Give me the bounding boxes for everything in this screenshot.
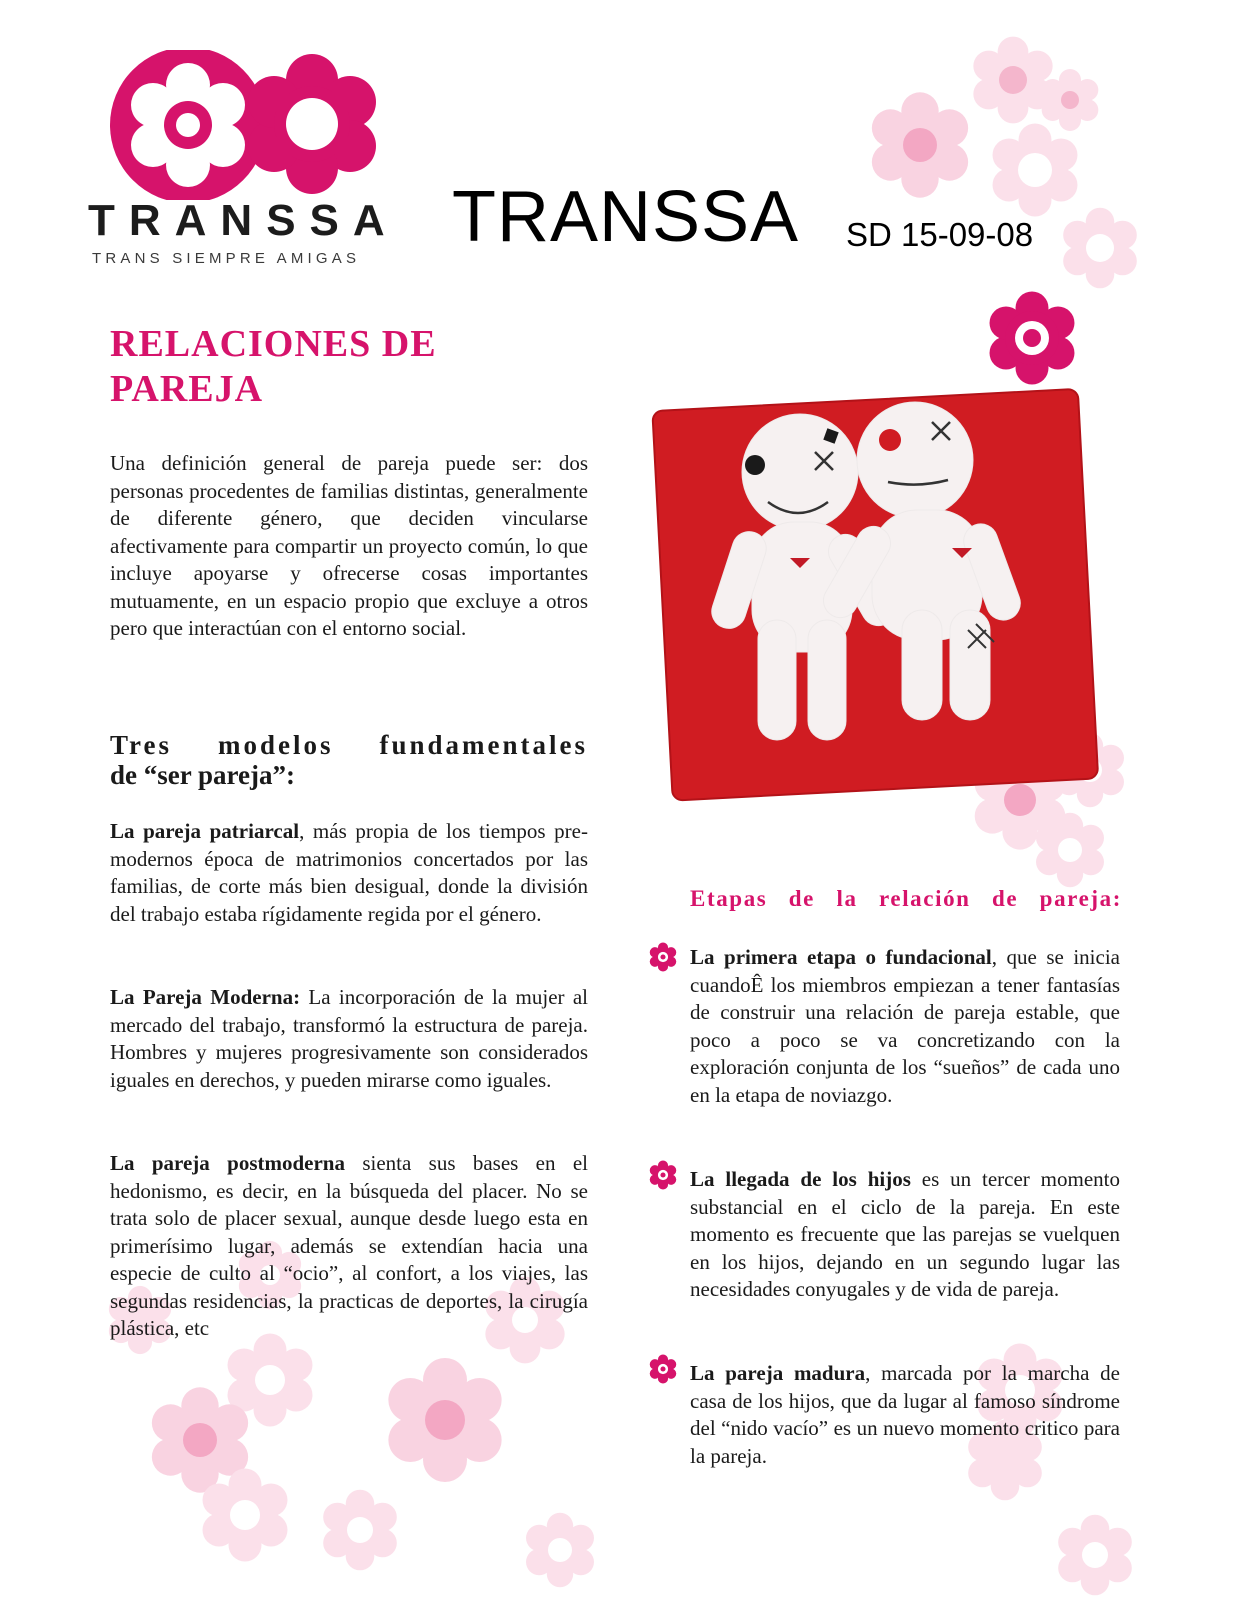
logo-tagline: TRANS SIEMPRE AMIGAS bbox=[92, 250, 361, 267]
stage-item-fundacional bbox=[690, 944, 1120, 1109]
models-heading bbox=[110, 730, 588, 790]
document-reference: SD 15-09-08 bbox=[846, 216, 1034, 253]
model-text: La incorporación de la mujer al mercado del trabajo, transformó la estructura de pareja. Hombres y mujeres progresivamente son considerados iguales en derechos, y pueden mirarse como iguales. bbox=[110, 985, 589, 1092]
model-paragraph-patriarcal bbox=[110, 818, 588, 928]
flower-bullet-icon bbox=[646, 1352, 680, 1386]
flower-bullet-icon bbox=[646, 940, 680, 974]
model-lead: La pareja postmoderna bbox=[110, 1151, 345, 1175]
model-paragraph-moderna bbox=[110, 984, 588, 1094]
stage-text: , que se inicia cuandoÊ los miembros empiezan a tener fantasías de construir una relación de pareja estable, que poco a poco se va concretizando con la exploración conjunta de los “sueños” de cada uno en la etapa de noviazgo. bbox=[690, 945, 1120, 1107]
logo-wordmark: TRANSSA bbox=[88, 196, 399, 245]
header-brand: TRANSSA bbox=[452, 177, 800, 257]
model-paragraph-postmoderna bbox=[110, 1150, 588, 1343]
model-lead: La pareja patriarcal bbox=[110, 819, 300, 843]
stage-text: es un tercer momento substancial en el ciclo de la pareja. En este momento es frecuente que las parejas se vuelquen en los hijos, dejando en un segundo lugar las necesidades conyugales y de vida de pareja. bbox=[690, 1167, 1120, 1301]
models-heading-line2: de “ser pareja”: bbox=[110, 760, 295, 790]
model-lead: La Pareja Moderna: bbox=[110, 985, 301, 1009]
model-text: sienta sus bases en el hedonismo, es decir, en la búsqueda del placer. No se trata solo de placer sexual, aunque desde luego esta en primerísimo lugar, además se extendían hacia una especie de culto al “ocio”, al confort, a los viajes, las segundas residencias, la practicas de deportes, la cirugía plástica, etc bbox=[110, 1151, 589, 1340]
stage-item-hijos bbox=[690, 1166, 1120, 1304]
models-heading-line1: Tres modelos fundamentales bbox=[110, 730, 588, 760]
couple-dolls-photo bbox=[640, 290, 1100, 810]
page-title: RELACIONES DE PAREJA bbox=[110, 323, 437, 410]
flower-bullet-icon bbox=[646, 1158, 680, 1192]
logo bbox=[80, 50, 410, 280]
stage-lead: La llegada de los hijos bbox=[690, 1167, 911, 1191]
stage-item-madura bbox=[690, 1360, 1120, 1470]
intro-paragraph: Una definición general de pareja puede ser: dos personas procedentes de familias distintas, generalmente de diferente género, que deciden vincularse afectivamente para compartir un proyecto común, lo que incluye apoyarse y ofrecerse cosas importantes mutuamente, en un espacio propio que excluye a otros pero que interactúan con el entorno social. bbox=[110, 451, 588, 640]
stage-lead: La primera etapa o fundacional bbox=[690, 945, 992, 969]
logo-flowers-icon bbox=[80, 50, 410, 200]
stage-lead: La pareja madura bbox=[690, 1361, 866, 1385]
stage-text: , marcada por la marcha de casa de los hijos, que da lugar al famoso síndrome del “nido vacío” es un nuevo momento critico para la pareja. bbox=[690, 1361, 1120, 1468]
stages-heading: Etapas de la relación de pareja: bbox=[690, 886, 1122, 911]
model-text: , más propia de los tiempos pre-modernos época de matrimonios concertados por las familias, de corte más bien desigual, donde la división del trabajo estaba rígidamente regida por el género. bbox=[110, 819, 588, 926]
